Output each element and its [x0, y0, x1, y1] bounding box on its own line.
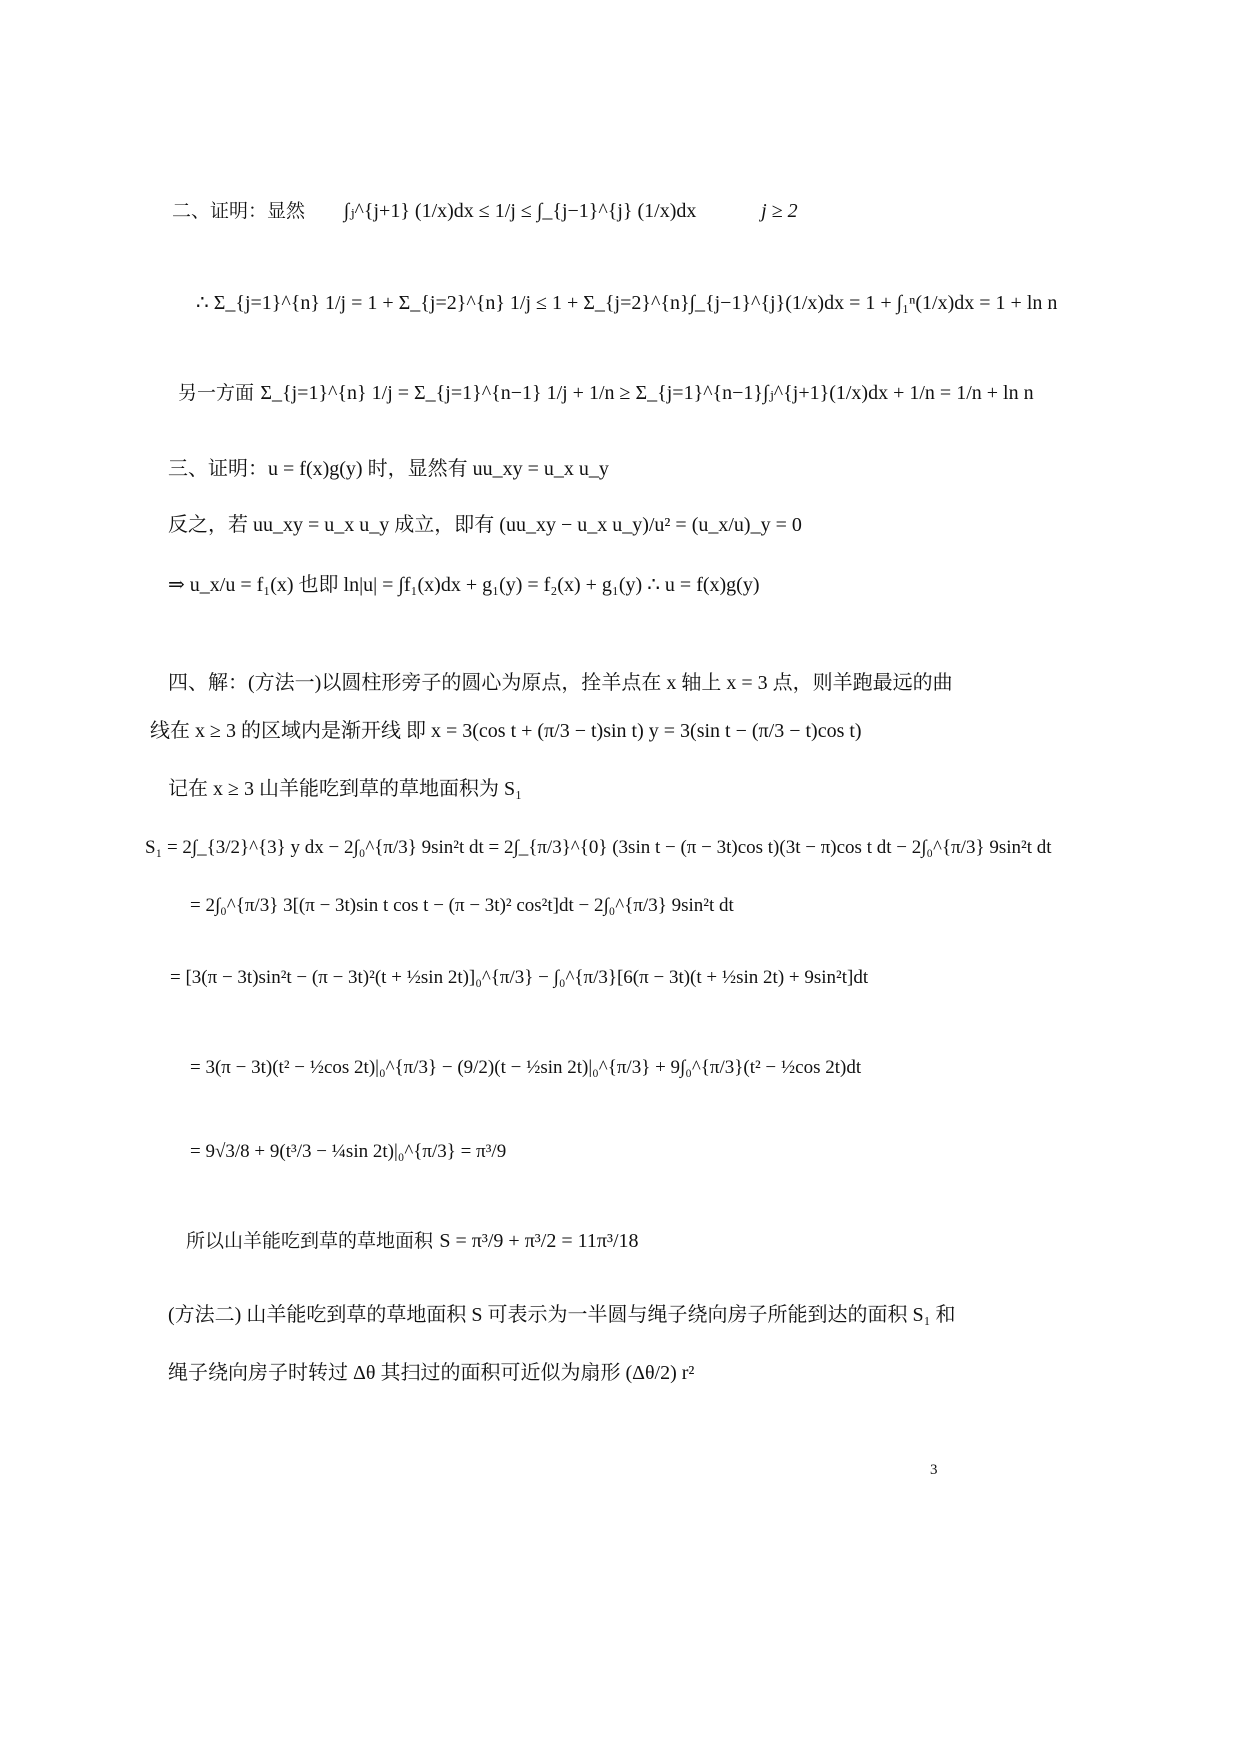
s2-label: 二、证明：显然	[172, 200, 306, 222]
s4-m2-line1	[168, 1304, 956, 1325]
s4-m2-line1-text: (方法二) 山羊能吃到草的草地面积 S 可表示为一半圆与绳子绕向房子所能到达的面积 S₁ 和	[168, 1304, 956, 1326]
s4-eq-4	[190, 1142, 506, 1161]
s4-intro1	[168, 672, 953, 693]
s2-line1	[172, 200, 798, 221]
s4-intro1-text: 四、解：(方法一)以圆柱形旁子的圆心为原点，拴羊点在 x 轴上 x = 3 点，则羊跑最远的曲	[168, 672, 953, 694]
s2-cond: j ≥ 2	[761, 200, 798, 222]
s2-eq2-text: ∴ Σ_{j=1}^{n} 1/j = 1 + Σ_{j=2}^{n} 1/j ≤ 1 + Σ_{j=2}^{n}∫_{j−1}^{j}(1/x)dx = 1 + ∫₁ⁿ(1/x)dx = 1 + ln n	[196, 292, 1058, 314]
s3-line3-text: ⇒ u_x/u = f₁(x) 也即 ln|u| = ∫f₁(x)dx + g₁(y) = f₂(x) + g₁(y) ∴ u = f(x)g(y)	[168, 574, 760, 596]
s4-eq-3-text: = 3(π − 3t)(t² − ½cos 2t)|₀^{π/3} − (9/2)(t − ½sin 2t)|₀^{π/3} + 9∫₀^{π/3}(t² − ½cos 2t)dt	[190, 1057, 862, 1078]
s4-s1-def-text: 记在 x ≥ 3 山羊能吃到草的草地面积为 S₁	[168, 778, 523, 800]
s4-eq-0	[145, 838, 1052, 857]
s3-line1-text: 三、证明：u = f(x)g(y) 时，显然有 uu_xy = u_x u_y	[168, 458, 609, 480]
s2-eq2	[196, 292, 1057, 313]
s4-m2-line2	[168, 1362, 694, 1383]
s4-eq-3	[190, 1058, 861, 1077]
page-number: 3	[930, 1462, 938, 1478]
s4-eq-0-text: S₁ = 2∫_{3/2}^{3} y dx − 2∫₀^{π/3} 9sin²t dt = 2∫_{π/3}^{0} (3sin t − (π − 3t)cos t)(3t − π)cos t dt − 2∫₀^{π/3} 9sin²t dt	[145, 837, 1052, 858]
s2-line3	[178, 382, 1034, 403]
s4-s1-def	[168, 778, 522, 799]
s4-intro2-text: 线在 x ≥ 3 的区域内是渐开线 即 x = 3(cos t + (π/3 − t)sin t) y = 3(sin t − (π/3 − t)cos t)	[150, 720, 862, 742]
s4-eq-4-text: = 9√3/8 + 9(t³/3 − ¼sin 2t)|₀^{π/3} = π³/9	[190, 1141, 507, 1162]
s4-eq-2-text: = [3(π − 3t)sin²t − (π − 3t)²(t + ½sin 2t)]₀^{π/3} − ∫₀^{π/3}[6(π − 3t)(t + ½sin 2t) + 9sin²t]dt	[170, 967, 869, 988]
s4-eq-2	[170, 968, 868, 987]
s2-other-label: 另一方面	[178, 382, 255, 404]
s3-line2-text: 反之，若 uu_xy = u_x u_y 成立，即有 (uu_xy − u_x u_y)/u² = (u_x/u)_y = 0	[168, 514, 802, 536]
s3-line2	[168, 514, 802, 535]
s2-eq1: ∫ⱼ^{j+1} (1/x)dx ≤ 1/j ≤ ∫_{j−1}^{j} (1/x)dx	[343, 200, 697, 222]
s2-eq3: Σ_{j=1}^{n} 1/j = Σ_{j=1}^{n−1} 1/j + 1/n ≥ Σ_{j=1}^{n−1}∫ⱼ^{j+1}(1/x)dx + 1/n = 1/n + ln n	[260, 382, 1034, 404]
s3-line3	[168, 574, 760, 595]
s4-result-eq: S = π³/9 + π³/2 = 11π³/18	[439, 1230, 639, 1252]
s3-line1	[168, 458, 609, 479]
s4-eq-1-text: = 2∫₀^{π/3} 3[(π − 3t)sin t cos t − (π − 3t)² cos²t]dt − 2∫₀^{π/3} 9sin²t dt	[190, 895, 734, 916]
s4-m2-line2-text: 绳子绕向房子时转过 Δθ 其扫过的面积可近似为扇形 (Δθ/2) r²	[168, 1362, 695, 1384]
s4-result-label: 所以山羊能吃到草的草地面积	[186, 1230, 434, 1252]
s4-intro2	[150, 720, 862, 741]
s4-eq-1	[190, 896, 734, 915]
s4-result	[186, 1230, 639, 1251]
